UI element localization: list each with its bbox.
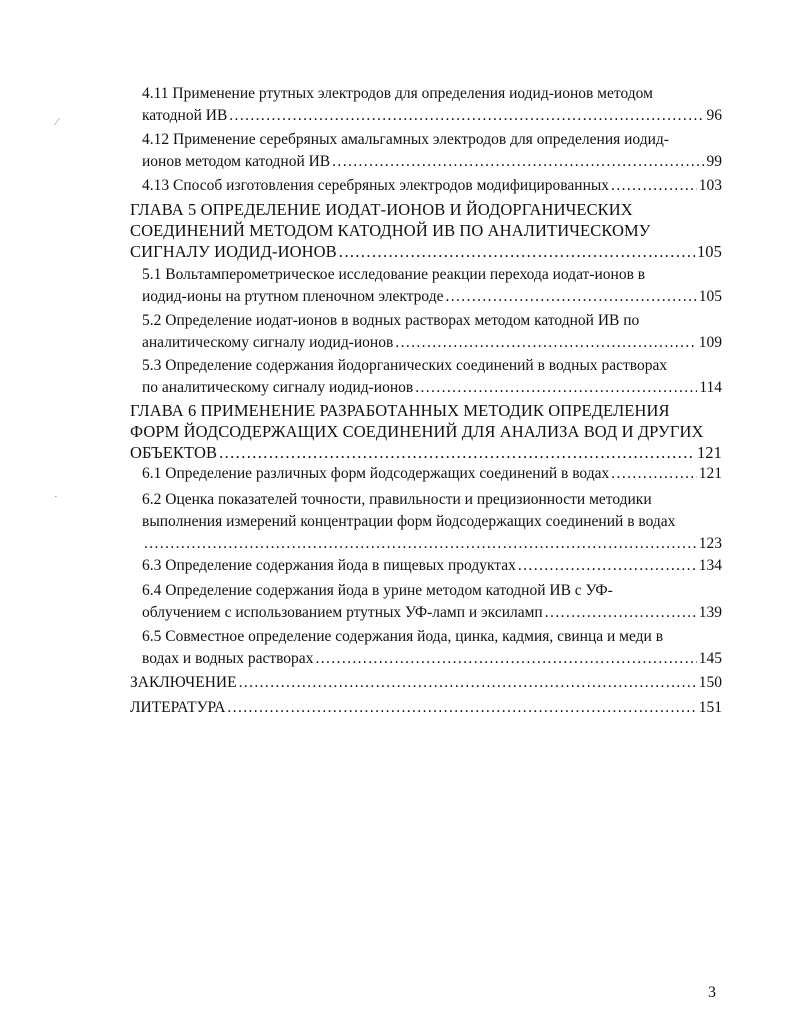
scan-mark: · [54, 491, 58, 503]
toc-entry-text: ФОРМ ЙОДСОДЕРЖАЩИХ СОЕДИНЕНИЙ ДЛЯ АНАЛИЗА ВОД И ДРУГИХ [130, 422, 704, 441]
toc-entry-text: ГЛАВА 6 ПРИМЕНЕНИЕ РАЗРАБОТАННЫХ МЕТОДИК ОПРЕДЕЛЕНИЯ [130, 401, 670, 420]
toc-entry-text: 6.4 Определение содержания йода в урине методом катодной ИВ с УФ- [142, 582, 613, 599]
toc-entry-text: ионов методом катодной ИВ [142, 153, 331, 170]
toc-entry-text: 6.2 Оценка показателей точности, правильности и прецизионности методики [142, 491, 652, 508]
page-ref: 105 [696, 242, 722, 261]
dot-leader [445, 286, 696, 308]
toc-literature [130, 697, 722, 719]
toc-entry-text: СОЕДИНЕНИЙ МЕТОДОМ КАТОДНОЙ ИВ ПО АНАЛИТИЧЕСКОМУ [130, 221, 651, 240]
toc-entry-text: ОБЪЕКТОВ [130, 443, 218, 462]
page-ref: 121 [698, 465, 722, 482]
toc-entry-text: 5.1 Вольтамперометрическое исследование реакции перехода иодат-ионов в [142, 266, 646, 283]
toc-entry-4-13 [142, 175, 722, 197]
dot-leader [219, 442, 695, 463]
toc-entry-text: облучением с использованием ртутных УФ-ламп и эксиламп [142, 604, 543, 621]
page-ref: 151 [698, 699, 722, 716]
page-ref: 99 [706, 153, 722, 170]
dot-leader [229, 105, 704, 127]
toc-entry-6-2 [142, 489, 722, 555]
toc-entry-text: 4.13 Способ изготовления серебряных электродов модифицированных [142, 177, 610, 194]
page-ref: 139 [698, 604, 722, 621]
toc-conclusion [130, 672, 722, 694]
toc-entry-text: водах и водных растворах [142, 650, 314, 667]
dot-leader [339, 241, 695, 262]
toc-entry-6-4 [142, 580, 722, 624]
dot-leader [332, 151, 704, 173]
toc-entry-6-1 [142, 463, 722, 485]
toc-entry-text: 5.2 Определение иодат-ионов в водных растворах методом катодной ИВ по [142, 312, 640, 329]
toc-entry-text: 6.5 Совместное определение содержания йода, цинка, кадмия, свинца и меди в [142, 628, 664, 645]
scan-mark: ⁄ [56, 116, 58, 128]
toc-entry-6-5 [142, 626, 722, 670]
toc-chapter-5 [130, 199, 722, 262]
page-ref: 96 [706, 107, 722, 124]
toc-entry-5-2 [142, 310, 722, 354]
page-ref: 134 [698, 557, 722, 574]
toc-entry-text: ЗАКЛЮЧЕНИЕ [130, 674, 237, 691]
toc-entry-5-1 [142, 264, 722, 308]
page-ref: 105 [698, 288, 722, 305]
toc-entry-text: 5.3 Определение содержания йодорганических соединений в водных растворах [142, 357, 668, 374]
toc-entry-text: 4.12 Применение серебряных амальгамных электродов для определения иодид- [142, 131, 669, 148]
dot-leader [227, 697, 696, 719]
toc-entry-text: по аналитическому сигналу иодид-ионов [142, 379, 414, 396]
toc-entry-text: 6.1 Определение различных форм йодсодержащих соединений в водах [142, 465, 610, 482]
toc-entry-4-11 [142, 83, 722, 127]
toc-entry-text: ЛИТЕРАТУРА [130, 699, 226, 716]
toc-entry-text: 6.3 Определение содержания йода в пищевых продуктах [142, 557, 516, 574]
page-ref: 114 [699, 379, 722, 396]
dot-leader [611, 175, 697, 197]
dot-leader [415, 377, 697, 399]
page-ref: 123 [698, 535, 722, 552]
dot-leader [315, 648, 696, 670]
dot-leader [239, 672, 697, 694]
toc-entry-text: СИГНАЛУ ИОДИД-ИОНОВ [130, 242, 337, 261]
toc-entry-text: ГЛАВА 5 ОПРЕДЕЛЕНИЕ ИОДАТ-ИОНОВ И ЙОДОРГАНИЧЕСКИХ [130, 200, 633, 219]
page-ref: 150 [698, 674, 722, 691]
toc-entry-text: выполнения измерений концентрации форм йодсодержащих соединений в водах [142, 513, 676, 530]
dot-leader [518, 555, 697, 577]
toc-entry-text: аналитическому сигналу иодид-ионов [142, 334, 394, 351]
toc-entry-4-12 [142, 129, 722, 173]
dot-leader [395, 332, 696, 354]
page-number: 3 [708, 984, 716, 1001]
dot-leader [611, 463, 696, 485]
toc-chapter-6 [130, 400, 722, 463]
dot-leader [545, 602, 697, 624]
page-ref: 121 [696, 443, 722, 462]
toc-entry-text: 4.11 Применение ртутных электродов для определения иодид-ионов методом [142, 85, 653, 102]
page-ref: 145 [698, 650, 722, 667]
dot-leader [144, 533, 697, 555]
toc-entry-5-3 [142, 355, 722, 399]
toc-entry-6-3 [142, 555, 722, 577]
page-ref: 103 [698, 177, 722, 194]
toc-entry-text: катодной ИВ [142, 107, 228, 124]
toc-entry-text: иодид-ионы на ртутном пленочном электроде [142, 288, 444, 305]
page-ref: 109 [698, 334, 722, 351]
